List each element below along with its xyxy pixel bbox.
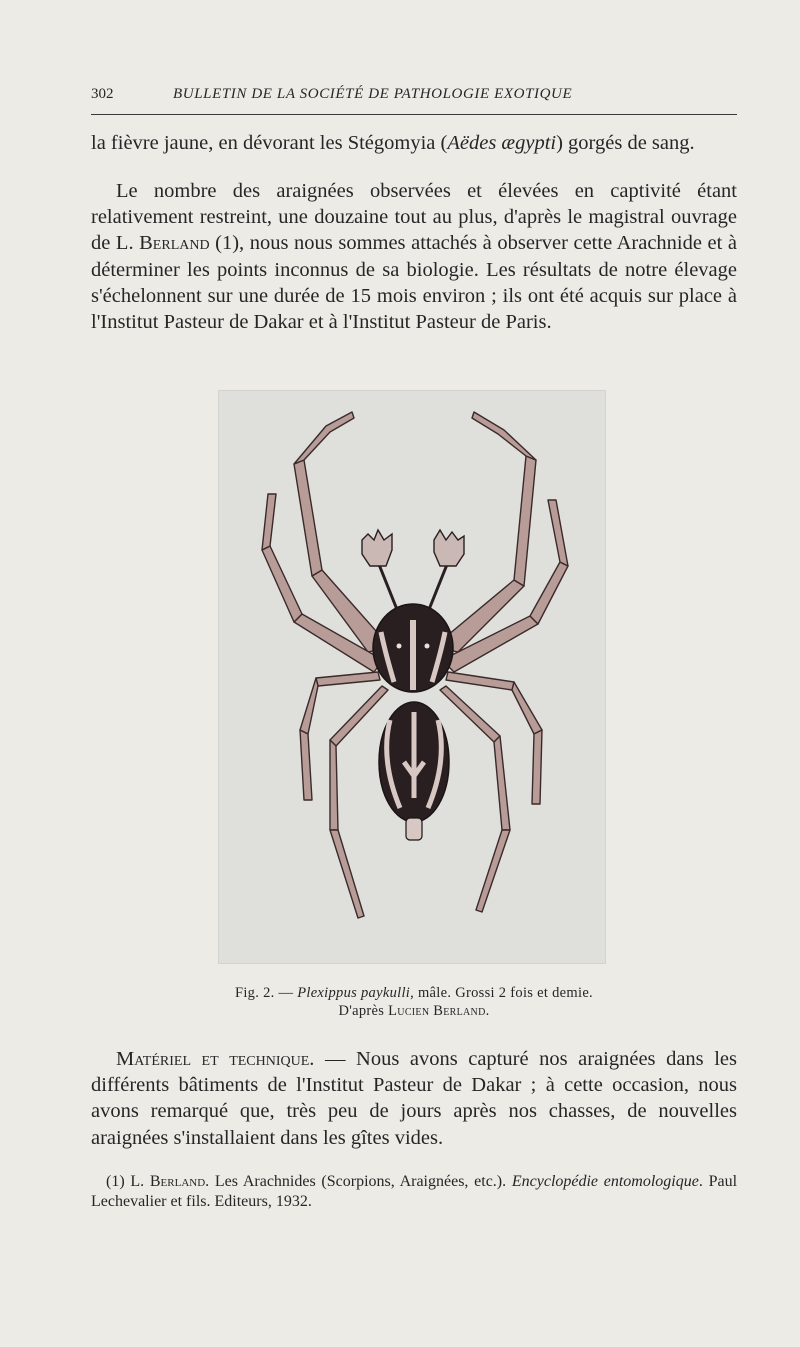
leg-segment	[330, 830, 364, 918]
section-heading-materiel: Matériel et technique.	[116, 1048, 315, 1070]
leg-segment	[530, 562, 568, 624]
pedipalp-bulb	[362, 530, 392, 566]
leg-segment	[316, 672, 380, 686]
spider-drawing	[218, 390, 606, 964]
caption-prefix: Fig. 2. —	[234, 985, 298, 1001]
leg-segment	[446, 672, 514, 690]
leg-segment	[548, 500, 568, 566]
running-header	[91, 86, 737, 108]
leg-segment	[472, 412, 536, 460]
footnote-text-b: . Paul Lechevalier et fils. Editeurs, 1932.	[91, 1173, 738, 1210]
leg-segment	[476, 830, 510, 912]
footnote-marker: (1)	[106, 1173, 131, 1190]
credit-prefix: D'après	[338, 1003, 389, 1019]
credit-suffix: .	[485, 1003, 490, 1019]
leg-segment	[330, 740, 338, 830]
pedipalp-stem	[378, 562, 398, 612]
spider-illustration	[218, 390, 606, 964]
leg-segment	[330, 686, 388, 746]
paragraph-3-text: — Nous avons capturé nos araignées dans les différents bâtiments de l'Institut Pasteur de Dakar ; à cette occasion, nous avons remarqué que, très peu de jours après nos chasses, de nouvelles araignées s'installaient dans les gîtes vides.	[91, 1048, 737, 1149]
figure-caption	[91, 985, 737, 1002]
running-title: BULLETIN DE LA SOCIÉTÉ DE PATHOLOGIE EXOTIQUE	[173, 86, 573, 102]
page-number: 302	[91, 86, 114, 102]
figure-credit	[91, 1003, 737, 1020]
footnote-author: L. Berland	[130, 1173, 206, 1190]
species-aedes-aegypti: Aëdes ægypti	[447, 132, 557, 154]
leg-segment	[440, 686, 500, 742]
leg-segment	[294, 412, 354, 464]
paragraph-1-text-b: ) gorgés de sang.	[556, 132, 695, 154]
paragraph-3	[91, 1046, 737, 1151]
pedipalp-stem	[428, 562, 448, 612]
paragraph-2-text-b: (1), nous nous sommes attachés à observer cette Arachnide et à déterminer les points inconnus de sa biologie. Les résultats de notre élevage s'échelonnent sur une durée de 15 mois environ ; ils ont été acquis sur place à l'Institut Pasteur de Dakar et à l'Institut Pasteur de Paris.	[91, 232, 738, 334]
leg-segment	[262, 546, 302, 622]
paragraph-1-text-a: la fièvre jaune, en dévorant les Stégomyia (	[91, 132, 448, 154]
caption-species: Plexippus paykulli	[297, 985, 411, 1001]
paragraph-2-text-a: Le nombre des araignées observées et élevées en captivité étant relativement restreint, une douzaine tout au plus, d'après le magistral ouvrage de	[91, 180, 737, 255]
leg-segment	[512, 682, 542, 734]
author-berland: L. Berland	[115, 232, 210, 255]
leg-segment	[532, 730, 542, 804]
leg-segment	[514, 456, 536, 586]
credit-author: Lucien Berland	[388, 1003, 486, 1019]
paragraph-2	[91, 178, 737, 335]
leg-segment	[294, 460, 322, 576]
abdomen	[379, 702, 449, 840]
footnote-title: Encyclopédie entomologique	[511, 1173, 699, 1190]
caption-rest: , mâle. Grossi 2 fois et demie.	[410, 985, 593, 1001]
leg-segment	[494, 736, 510, 830]
leg-segment	[262, 494, 276, 550]
footnote-text-a: . Les Arachnides (Scorpions, Araignées, etc.).	[205, 1173, 512, 1190]
footnote	[91, 1172, 737, 1212]
paragraph-1	[91, 130, 737, 156]
leg-segment	[300, 678, 318, 734]
leg-segment	[300, 730, 312, 800]
header-rule	[91, 114, 737, 115]
cephalothorax	[373, 604, 453, 692]
pedipalp-bulb	[434, 530, 464, 566]
